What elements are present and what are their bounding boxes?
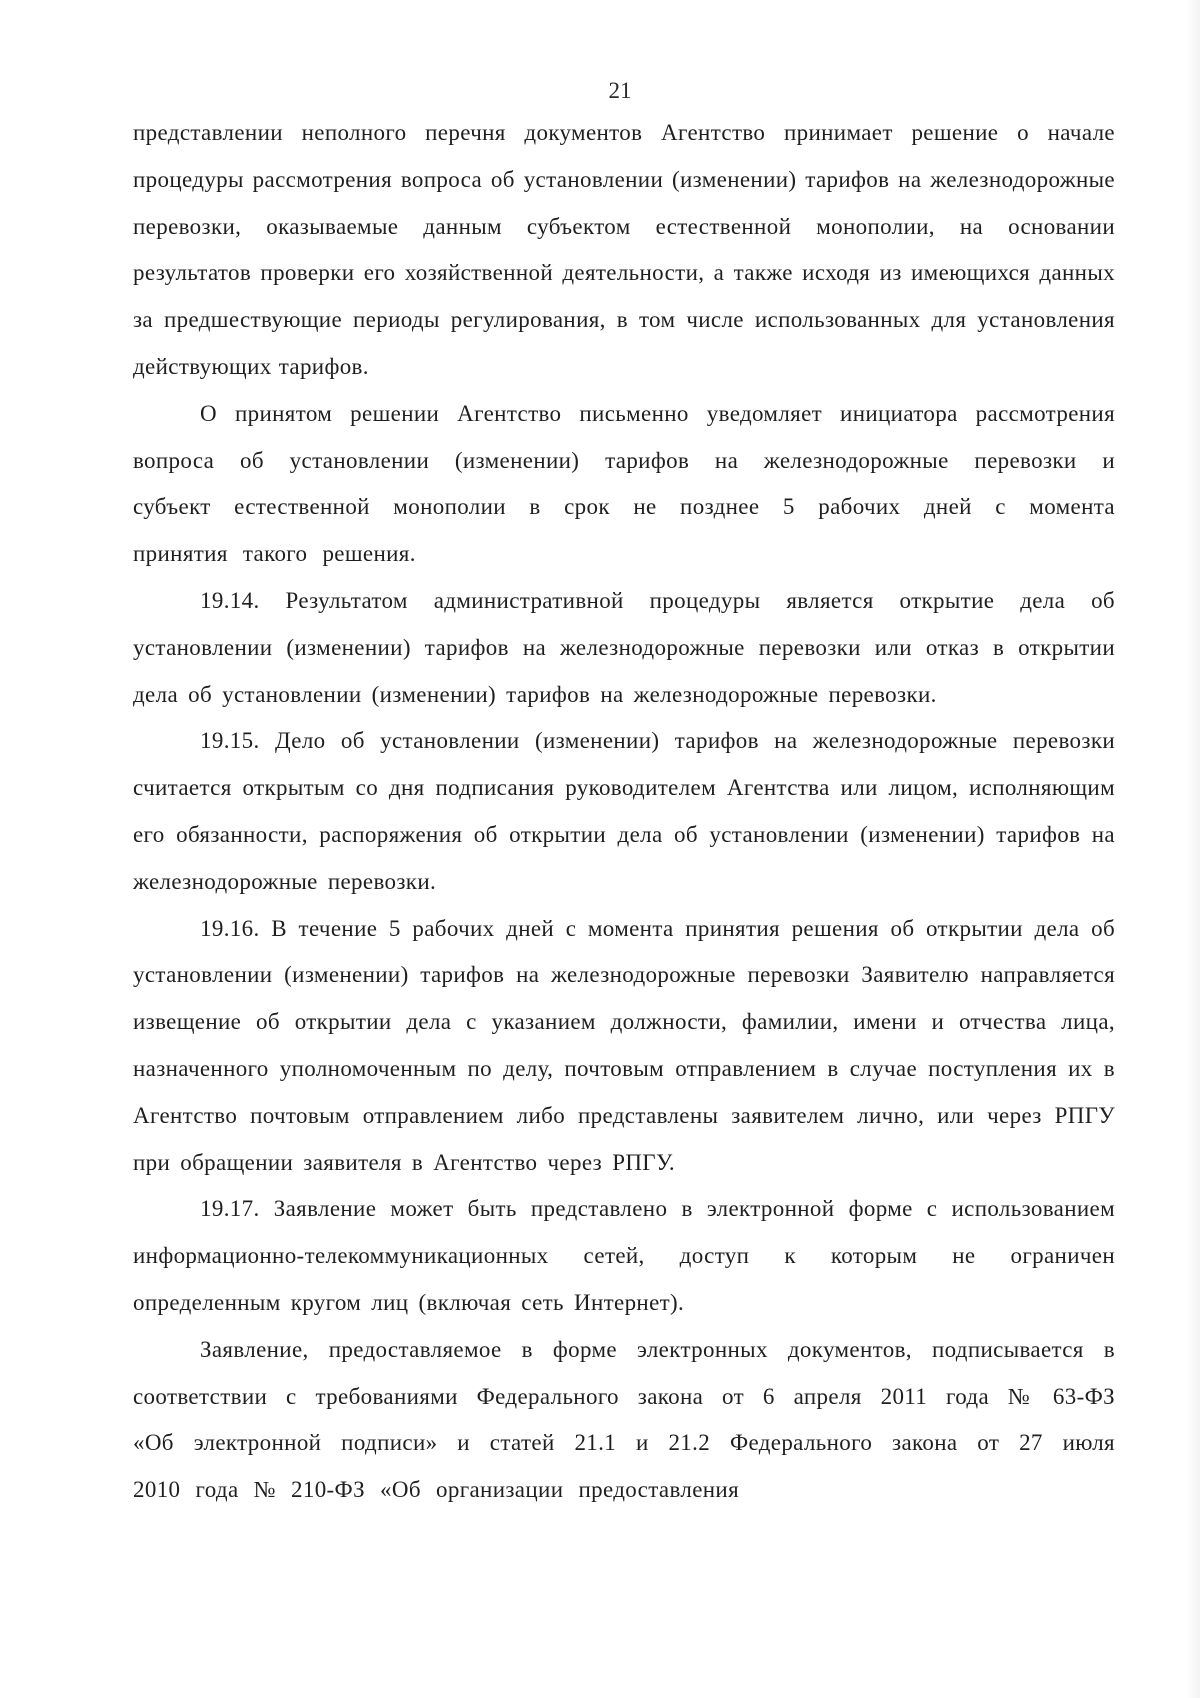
paragraph-19-17: 19.17. Заявление может быть представлено в электронной форме с использованием информационно-телекоммуникационных сетей, доступ к которым не ограничен определенным кругом лиц (включая сеть Интернет). (133, 1196, 1115, 1315)
document-body (133, 110, 1115, 1514)
page-number: 21 (608, 78, 632, 103)
paragraph-19-16: 19.16. В течение 5 рабочих дней с момента принятия решения об открытии дела об установлении (изменении) тарифов на железнодорожные перевозки Заявителю направляется извещение об открытии дела с указанием должности, фамилии, имени и отчества лица, назначенного уполномоченным по делу, почтовым отправлением в случае поступления их в Агентство почтовым отправлением либо представлены заявителем лично, или через РПГУ при обращении заявителя в Агентство через РПГУ. (133, 915, 1115, 1175)
paragraph-electronic-application: Заявление, предоставляемое в форме электронных документов, подписывается в соответствии с требованиями Федерального закона от 6 апреля 2011 года № 63-ФЗ «Об электронной подписи» и статей 21.1 и 21.2 Федерального закона от 27 июля 2010 года № 210-ФЗ «Об организации предоставления (133, 1336, 1115, 1503)
paragraph-19-15: 19.15. Дело об установлении (изменении) тарифов на железнодорожные перевозки считается открытым со дня подписания руководителем Агентства или лицом, исполняющим его обязанности, распоряжения об открытии дела об установлении (изменении) тарифов на железнодорожные перевозки. (133, 728, 1115, 894)
paragraph-19-14: 19.14. Результатом административной процедуры является открытие дела об установлении (изменении) тарифов на железнодорожные перевозки или отказ в открытии дела об установлении (изменении) тарифов на железнодорожные перевозки. (133, 587, 1115, 707)
scan-edge-shadow (1186, 0, 1200, 1698)
paragraph-continuation: представлении неполного перечня документов Агентство принимает решение о начале процедуры рассмотрения вопроса об установлении (изменении) тарифов на железнодорожные перевозки, оказываемые данным субъектом естественной монополии, на основании результатов проверки его хозяйственной деятельности, а также исходя из имеющихся данных за предшествующие периоды регулирования, в том числе использованных для установления действующих тарифов. (133, 120, 1115, 379)
paragraph-decision-notice: О принятом решении Агентство письменно уведомляет инициатора рассмотрения вопроса об установлении (изменении) тарифов на железнодорожные перевозки и субъект естественной монополии в срок не позднее 5 рабочих дней с момента принятия такого решения. (133, 400, 1115, 567)
